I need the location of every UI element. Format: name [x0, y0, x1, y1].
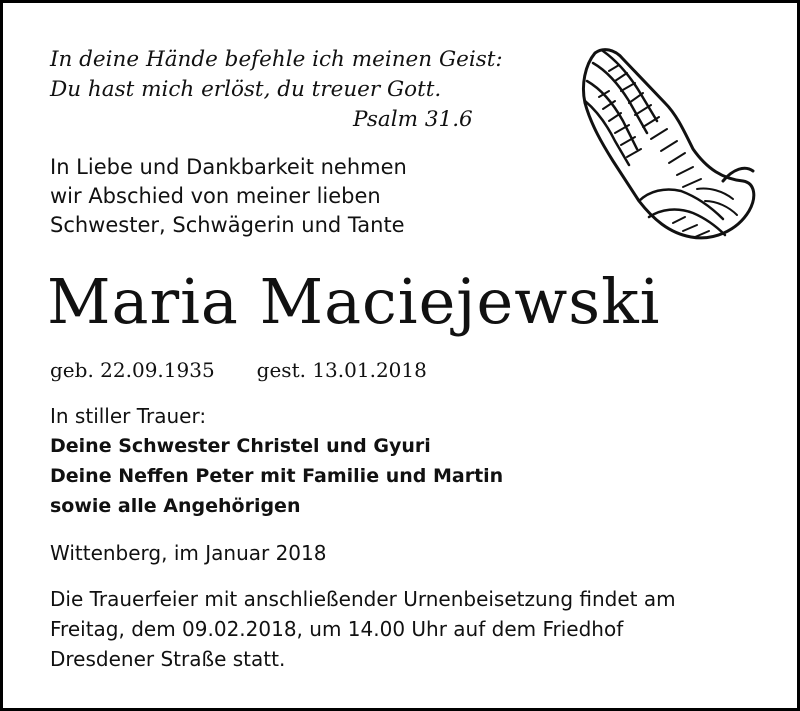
birth-date: geb. 22.09.1935 [50, 358, 215, 382]
psalm-quote [50, 45, 503, 135]
death-date: gest. 13.01.2018 [256, 358, 427, 382]
intro-line-2: wir Abschied von meiner lieben [50, 184, 381, 208]
mourners-block [50, 401, 503, 521]
ceremony-line-2: Freitag, dem 09.02.2018, um 14.00 Uhr auf dem Friedhof [50, 617, 624, 641]
mourner-line: Deine Neffen Peter mit Familie und Martin [50, 465, 504, 487]
intro-line-3: Schwester, Schwägerin und Tante [50, 213, 405, 237]
intro-text [50, 153, 407, 240]
psalm-reference: Psalm 31.6 [353, 107, 473, 132]
ceremony-line-3: Dresdener Straße statt. [50, 647, 286, 671]
ceremony-info [50, 584, 770, 674]
ceremony-line-1: Die Trauerfeier mit anschließender Urnenbeisetzung findet am [50, 587, 676, 611]
place-date: Wittenberg, im Januar 2018 [50, 541, 327, 565]
praying-hands-icon [573, 41, 759, 251]
deceased-name: Maria Maciejewski [47, 265, 661, 338]
psalm-line-2: Du hast mich erlöst, du treuer Gott. [50, 77, 442, 102]
intro-line-1: In Liebe und Dankbarkeit nehmen [50, 155, 407, 179]
mourner-line: sowie alle Angehörigen [50, 495, 301, 517]
psalm-line-1: In deine Hände befehle ich meinen Geist: [50, 47, 503, 72]
mourning-lead: In stiller Trauer: [50, 404, 207, 428]
mourner-line: Deine Schwester Christel und Gyuri [50, 435, 431, 457]
life-dates [50, 356, 427, 384]
